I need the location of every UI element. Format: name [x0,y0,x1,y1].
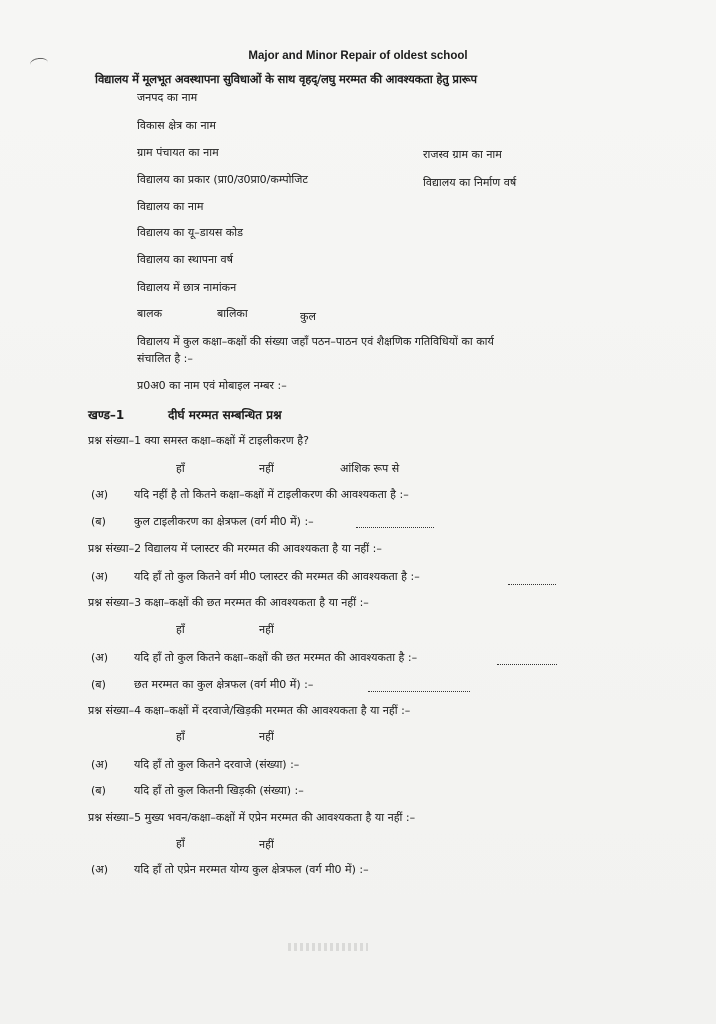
q4-b-text: यदि हाँ तो कुल कितनी खिड़की (संख्या) :– [134,784,304,797]
q3-a-text: यदि हाँ तो कुल कितने कक्षा–कक्षों की छत मरम्मत की आवश्यकता है :– [134,651,418,664]
field-boys: बालक [137,307,163,320]
q4-option-yes: हाँ [176,730,185,743]
q3-option-yes: हाँ [176,623,185,636]
field-school-type: विद्यालय का प्रकार (प्रा0/उ0प्रा0/कम्पोजिट [137,173,308,186]
field-enrolment: विद्यालय में छात्र नामांकन [137,281,237,294]
question-2: प्रश्न संख्या–2 विद्यालय में प्लास्टर की मरम्मत की आवश्यकता है या नहीं :– [88,542,382,555]
q3-a-blank [497,655,557,665]
field-block: विकास क्षेत्र का नाम [137,119,216,132]
q3-b-text: छत मरम्मत का कुल क्षेत्रफल (वर्ग मी0 में) :– [134,678,314,691]
q1-b-marker: (ब) [91,515,106,528]
q3-b-marker: (ब) [91,678,106,691]
q5-option-yes: हाँ [176,837,185,850]
q2-a-blank [508,575,556,585]
question-4: प्रश्न संख्या–4 कक्षा–कक्षों में दरवाजे/खिड़की मरम्मत की आवश्यकता है या नहीं :– [88,704,411,717]
q3-b-blank [368,682,470,692]
q4-b-marker: (ब) [91,784,106,797]
q2-a-text: यदि हाँ तो कुल कितने वर्ग मी0 प्लास्टर की मरम्मत की आवश्यकता है :– [134,570,420,583]
field-udise-code: विद्यालय का यू–डायस कोड [137,226,243,239]
field-construction-year: विद्यालय का निर्माण वर्ष [423,176,517,189]
q1-a-text: यदि नहीं है तो कितने कक्षा–कक्षों में टाइलीकरण की आवश्यकता है :– [134,488,409,501]
question-5: प्रश्न संख्या–5 मुख्य भवन/कक्षा–कक्षों में एप्रेन मरम्मत की आवश्यकता है या नहीं :– [88,811,416,824]
q3-a-marker: (अ) [91,651,108,664]
q5-a-text: यदि हाँ तो एप्रेन मरम्मत योग्य कुल क्षेत्रफल (वर्ग मी0 में) :– [134,863,369,876]
field-revenue-village: राजस्व ग्राम का नाम [423,148,502,161]
field-classrooms-line2: संचालित है :– [137,352,193,365]
field-school-name: विद्यालय का नाम [137,200,204,213]
field-establishment-year: विद्यालय का स्थापना वर्ष [137,253,233,266]
q1-option-yes: हाँ [176,462,185,475]
document-title-english: Major and Minor Repair of oldest school [248,50,468,62]
q1-option-partial: आंशिक रूप से [340,462,400,475]
q5-option-no: नहीं [259,838,274,851]
document-title-hindi: विद्यालय में मूलभूत अवस्थापना सुविधाओं के साथ वृहद्/लघु मरम्मत की आवश्यकता हेतु प्रारूप [95,72,477,86]
q1-a-marker: (अ) [91,488,108,501]
q1-b-blank [356,518,434,528]
section-title: दीर्घ मरम्मत सम्बन्धित प्रश्न [168,408,282,422]
field-total: कुल [300,310,316,323]
field-girls: बालिका [217,307,248,320]
faint-stamp [288,943,368,951]
question-3: प्रश्न संख्या–3 कक्षा–कक्षों की छत मरम्मत की आवश्यकता है या नहीं :– [88,596,369,609]
q2-a-marker: (अ) [91,570,108,583]
field-gram-panchayat: ग्राम पंचायत का नाम [137,146,219,159]
q5-a-marker: (अ) [91,863,108,876]
q4-a-text: यदि हाँ तो कुल कितने दरवाजे (संख्या) :– [134,758,300,771]
field-classrooms-line1: विद्यालय में कुल कक्षा–कक्षों की संख्या जहाँ पठन–पाठन एवं शैक्षणिक गतिविधियों का कार्य [137,335,494,348]
q1-option-no: नहीं [259,462,274,475]
field-headmaster: प्र0अ0 का नाम एवं मोबाइल नम्बर :– [137,379,287,392]
q4-a-marker: (अ) [91,758,108,771]
question-1: प्रश्न संख्या–1 क्या समस्त कक्षा–कक्षों में टाइलीकरण है? [88,434,309,447]
q3-option-no: नहीं [259,623,274,636]
section-label: खण्ड–1 [88,408,125,422]
field-district: जनपद का नाम [137,91,198,104]
q4-option-no: नहीं [259,730,274,743]
q1-b-text: कुल टाइलीकरण का क्षेत्रफल (वर्ग मी0 में) :– [134,515,314,528]
